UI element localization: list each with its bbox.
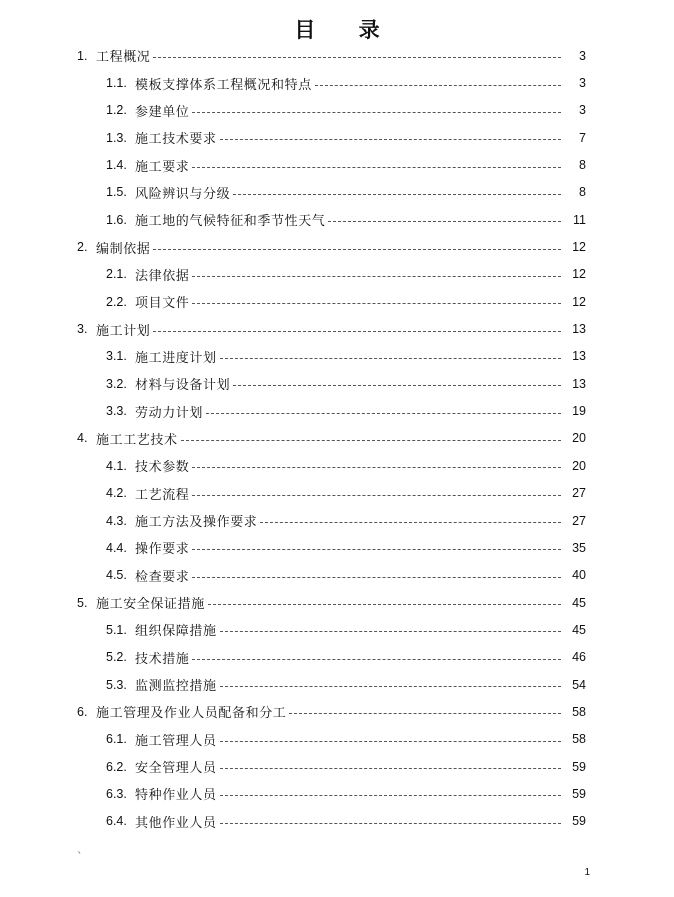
toc-entry-page: 20 [572,458,586,473]
toc-entry[interactable] [0,397,674,424]
toc-entry-number: 5.1. [106,622,127,637]
toc-entry-title: 技术措施 [135,651,190,667]
toc-entry-number: 6.4. [106,814,127,829]
toc-dot-leader [220,686,561,687]
toc-entry-title: 施工地的气候特征和季节性天气 [135,214,326,230]
toc-entry[interactable] [0,288,674,315]
toc-entry-number: 1. [77,48,88,63]
toc-entry-title: 法律依据 [135,268,190,284]
toc-dot-leader [220,768,561,769]
toc-entry-page: 13 [572,349,586,364]
toc-entry[interactable] [0,753,674,780]
toc-entry[interactable] [0,452,674,479]
toc-dot-leader [220,358,561,359]
toc-entry[interactable] [0,425,674,452]
toc-entry-title: 技术参数 [135,460,190,476]
toc-entry-page: 54 [572,677,586,692]
toc-entry-title: 安全管理人员 [135,761,217,777]
toc-dot-leader [181,440,561,441]
toc-entry[interactable] [0,233,674,260]
toc-dot-leader [289,713,561,714]
toc-dot-leader [233,385,561,386]
toc-dot-leader [192,276,561,277]
toc-entry[interactable] [0,69,674,96]
toc-entry-title: 工艺流程 [135,487,190,503]
toc-entry-page: 13 [572,322,586,337]
toc-entry[interactable] [0,179,674,206]
toc-entry-number: 5.2. [106,650,127,665]
toc-entry-title: 监测监控措施 [135,679,217,695]
toc-entry-number: 1.3. [106,130,127,145]
toc-entry[interactable] [0,808,674,835]
toc-entry-number: 2. [77,240,88,255]
toc-dot-leader [220,139,561,140]
toc-entry[interactable] [0,589,674,616]
toc-entry-title: 施工进度计划 [135,350,217,366]
toc-dot-leader [192,467,561,468]
toc-entry-number: 3.1. [106,349,127,364]
toc-entry[interactable] [0,261,674,288]
toc-entry-page: 35 [572,540,586,555]
toc-entry-title: 施工管理及作业人员配备和分工 [96,706,287,722]
toc-entry[interactable] [0,480,674,507]
toc-dot-leader [206,413,561,414]
toc-entry-number: 5. [77,595,88,610]
toc-dot-leader [192,167,561,168]
toc-entry-title: 项目文件 [135,296,190,312]
toc-entry[interactable] [0,698,674,725]
toc-entry-title: 施工工艺技术 [96,432,178,448]
toc-entry[interactable] [0,370,674,397]
toc-entry-title: 施工管理人员 [135,733,217,749]
toc-dot-leader [192,112,561,113]
toc-dot-leader [153,57,561,58]
page-number: 1 [584,867,590,878]
toc-entry-number: 6.3. [106,786,127,801]
toc-entry-title: 施工计划 [96,323,151,339]
toc-entry-page: 45 [572,595,586,610]
toc-entry-title: 编制依据 [96,241,151,257]
toc-entry-page: 58 [572,704,586,719]
toc-dot-leader [220,823,561,824]
toc-entry[interactable] [0,644,674,671]
toc-entry-page: 12 [572,240,586,255]
toc-entry-title: 特种作业人员 [135,788,217,804]
toc-entry-title: 施工技术要求 [135,132,217,148]
toc-entry-title: 参建单位 [135,104,190,120]
toc-entry[interactable] [0,534,674,561]
toc-entry-number: 3. [77,322,88,337]
toc-entry[interactable] [0,616,674,643]
toc-entry[interactable] [0,562,674,589]
toc-entry-page: 12 [572,294,586,309]
toc-entry-title: 风险辨识与分级 [135,186,231,202]
toc-dot-leader [233,194,561,195]
toc-entry-title: 施工安全保证措施 [96,597,205,613]
toc-entry-page: 58 [572,732,586,747]
toc-entry[interactable] [0,507,674,534]
toc-entry-number: 4.5. [106,568,127,583]
toc-dot-leader [192,495,561,496]
toc-entry-number: 1.4. [106,158,127,173]
toc-entry-title: 检查要求 [135,569,190,585]
toc-dot-leader [192,659,561,660]
toc-entry-page: 59 [572,759,586,774]
footer-mark: ` [77,850,83,863]
toc-entry-page: 20 [572,431,586,446]
toc-entry-page: 59 [572,814,586,829]
toc-entry-number: 1.5. [106,185,127,200]
toc-entry-number: 6. [77,704,88,719]
toc-title: 目 录 [294,17,398,42]
toc-dot-leader [192,303,561,304]
toc-entry-title: 其他作业人员 [135,815,217,831]
toc-entry-number: 4.1. [106,458,127,473]
toc-entry-number: 4. [77,431,88,446]
toc-dot-leader [192,577,561,578]
toc-entry-title: 施工方法及操作要求 [135,515,258,531]
toc-entry[interactable] [0,206,674,233]
toc-entry[interactable] [0,151,674,178]
toc-entry-title: 材料与设备计划 [135,378,231,394]
toc-dot-leader [153,331,561,332]
toc-entry[interactable] [0,780,674,807]
toc-entry-title: 工程概况 [96,50,151,66]
toc-entry-page: 3 [579,76,586,91]
toc-entry-number: 4.3. [106,513,127,528]
toc-entry-number: 6.2. [106,759,127,774]
toc-entry-page: 3 [579,103,586,118]
toc-entry-title: 模板支撑体系工程概况和特点 [135,77,312,93]
toc-dot-leader [315,85,561,86]
toc-entry-page: 59 [572,786,586,801]
toc-entry-page: 11 [573,212,586,227]
toc-entry-title: 操作要求 [135,542,190,558]
toc-entry-number: 6.1. [106,732,127,747]
toc-entry-number: 4.4. [106,540,127,555]
toc-dot-leader [220,795,561,796]
toc-entry-page: 40 [572,568,586,583]
toc-entry-page: 3 [579,48,586,63]
toc-entry-page: 27 [572,486,586,501]
toc-dot-leader [220,741,561,742]
toc-entry-title: 施工要求 [135,159,190,175]
toc-entry[interactable] [0,671,674,698]
toc-entry-page: 27 [572,513,586,528]
toc-dot-leader [208,604,561,605]
toc-entry-page: 8 [579,158,586,173]
toc-entry[interactable] [0,42,674,69]
toc-entry-number: 2.2. [106,294,127,309]
toc-entry[interactable] [0,343,674,370]
toc-dot-leader [153,249,561,250]
toc-entry-page: 13 [572,376,586,391]
toc-entry-number: 1.1. [106,76,127,91]
toc-entry-page: 46 [572,650,586,665]
toc-entry-number: 1.2. [106,103,127,118]
toc-entry-number: 5.3. [106,677,127,692]
table-of-contents [0,42,674,835]
toc-entry-number: 4.2. [106,486,127,501]
toc-entry-number: 3.2. [106,376,127,391]
toc-dot-leader [220,631,561,632]
toc-entry[interactable] [0,726,674,753]
toc-entry-title: 组织保障措施 [135,624,217,640]
toc-dot-leader [328,221,561,222]
toc-entry-number: 1.6. [106,212,127,227]
toc-entry-page: 45 [572,622,586,637]
toc-entry-page: 12 [572,267,586,282]
toc-dot-leader [260,522,561,523]
toc-entry[interactable] [0,124,674,151]
toc-entry-number: 3.3. [106,404,127,419]
toc-entry-page: 19 [572,404,586,419]
toc-entry[interactable] [0,97,674,124]
toc-dot-leader [192,549,561,550]
toc-entry-page: 7 [579,130,586,145]
toc-entry-page: 8 [579,185,586,200]
toc-entry-title: 劳动力计划 [135,405,204,421]
toc-entry-number: 2.1. [106,267,127,282]
toc-entry[interactable] [0,315,674,342]
